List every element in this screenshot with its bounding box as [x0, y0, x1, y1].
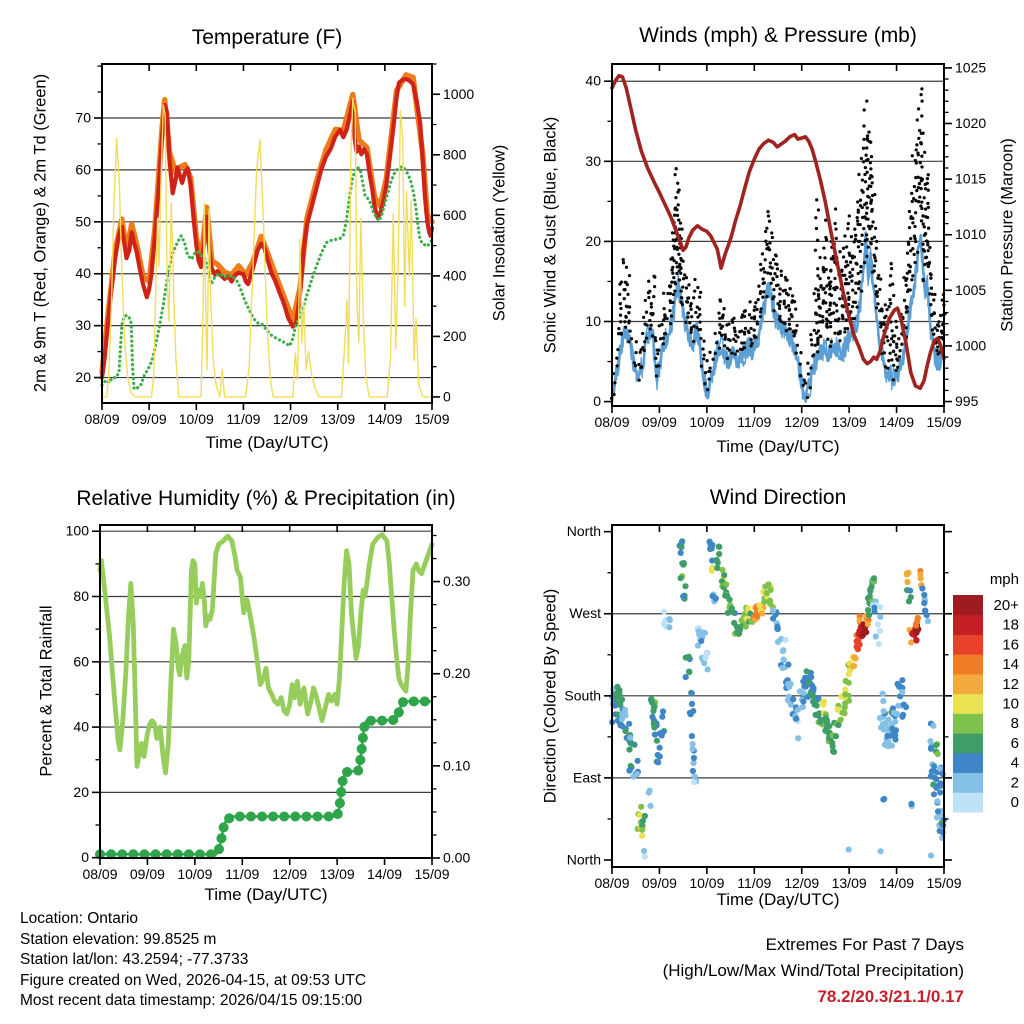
svg-text:800: 800: [443, 146, 467, 163]
svg-text:14/09: 14/09: [367, 411, 403, 427]
svg-text:50: 50: [75, 213, 91, 230]
svg-text:14/09: 14/09: [879, 414, 915, 430]
svg-text:6: 6: [1010, 734, 1019, 752]
svg-text:16: 16: [1002, 636, 1019, 654]
svg-text:11/09: 11/09: [737, 414, 772, 430]
station-elevation: Station elevation: 99.8525 m: [20, 930, 217, 948]
svg-text:South: South: [564, 687, 601, 704]
station-location: Location: Ontario: [20, 910, 139, 927]
svg-text:10/09: 10/09: [689, 875, 725, 891]
svg-text:0: 0: [443, 388, 451, 405]
svg-text:0.20: 0.20: [443, 665, 471, 682]
svg-text:14/09: 14/09: [367, 866, 403, 882]
svg-text:13/09: 13/09: [320, 411, 356, 427]
svg-text:995: 995: [955, 393, 979, 410]
svg-text:09/09: 09/09: [641, 414, 677, 430]
svg-text:20: 20: [585, 232, 601, 249]
chart-title-winds-pressure: Winds (mph) & Pressure (mb): [639, 24, 917, 47]
y-axis-label-direction-left: Direction (Colored By Speed): [541, 588, 560, 804]
svg-text:1005: 1005: [955, 281, 987, 298]
svg-text:100: 100: [65, 522, 89, 539]
svg-text:15/09: 15/09: [414, 866, 450, 882]
svg-text:0.30: 0.30: [443, 573, 471, 590]
svg-text:0.00: 0.00: [443, 849, 471, 866]
svg-text:0: 0: [593, 393, 601, 410]
extremes-block: [663, 932, 964, 1010]
svg-text:2: 2: [1010, 774, 1019, 792]
svg-text:10/09: 10/09: [177, 866, 213, 882]
y-axis-label-pressure-right: Station Pressure (Maroon): [998, 138, 1017, 332]
svg-text:15/09: 15/09: [926, 875, 962, 891]
svg-text:0.10: 0.10: [443, 757, 471, 774]
svg-text:13/09: 13/09: [831, 875, 867, 891]
svg-text:1010: 1010: [955, 226, 987, 243]
svg-text:400: 400: [443, 267, 467, 284]
svg-text:18: 18: [1002, 616, 1019, 634]
y-axis-label-wind-left: Sonic Wind & Gust (Blue, Black): [541, 116, 560, 354]
chart-title-wind-direction: Wind Direction: [709, 486, 847, 509]
svg-text:15/09: 15/09: [926, 414, 962, 430]
svg-text:11/09: 11/09: [737, 875, 772, 891]
svg-text:13/09: 13/09: [319, 866, 355, 882]
svg-text:10: 10: [585, 313, 601, 330]
svg-text:600: 600: [443, 206, 467, 223]
figure-created-time: Figure created on Wed, 2026-04-15, at 09:53 UTC: [20, 971, 367, 989]
x-axis-label-winds-pressure: Time (Day/UTC): [716, 437, 840, 456]
recent-data-timestamp: Most recent data timestamp: 2026/04/15 09:15:00: [20, 992, 363, 1010]
svg-text:12/09: 12/09: [784, 414, 820, 430]
svg-text:60: 60: [73, 653, 89, 670]
svg-text:4: 4: [1010, 754, 1019, 772]
svg-text:08/09: 08/09: [84, 411, 120, 427]
x-axis-label-temperature: Time (Day/UTC): [205, 433, 329, 452]
x-axis-label-humidity: Time (Day/UTC): [204, 885, 328, 904]
svg-text:14/09: 14/09: [879, 875, 915, 891]
svg-text:1000: 1000: [955, 337, 987, 354]
svg-text:10: 10: [1002, 695, 1019, 713]
svg-text:08/09: 08/09: [82, 866, 118, 882]
svg-text:09/09: 09/09: [641, 875, 677, 891]
svg-text:0: 0: [81, 849, 89, 866]
svg-text:mph: mph: [989, 571, 1019, 588]
svg-text:60: 60: [75, 161, 91, 178]
svg-text:1025: 1025: [955, 59, 987, 76]
svg-text:1000: 1000: [443, 85, 475, 102]
svg-text:09/09: 09/09: [129, 866, 165, 882]
svg-text:11/09: 11/09: [226, 411, 261, 427]
svg-text:20+: 20+: [993, 596, 1019, 614]
svg-text:0: 0: [1010, 794, 1019, 812]
svg-text:40: 40: [75, 265, 91, 282]
svg-text:11/09: 11/09: [225, 866, 260, 882]
svg-text:80: 80: [73, 587, 89, 604]
svg-text:East: East: [572, 769, 601, 786]
y-axis-label-humidity-left: Percent & Total Rainfall: [37, 605, 56, 777]
x-axis-label-wind-direction: Time (Day/UTC): [716, 890, 840, 909]
svg-text:40: 40: [585, 72, 601, 89]
svg-text:70: 70: [75, 109, 91, 126]
y-axis-label-temperature-left: 2m & 9m T (Red, Orange) & 2m Td (Green): [31, 73, 50, 393]
svg-text:200: 200: [443, 327, 467, 344]
svg-text:1020: 1020: [955, 115, 987, 132]
station-info: [20, 909, 366, 1012]
extremes-values: 78.2/20.3/21.1/0.17: [817, 987, 964, 1006]
svg-text:12/09: 12/09: [784, 875, 820, 891]
svg-text:30: 30: [585, 152, 601, 169]
svg-text:20: 20: [75, 369, 91, 386]
svg-text:10/09: 10/09: [178, 411, 214, 427]
svg-text:West: West: [569, 605, 601, 622]
svg-text:14: 14: [1002, 656, 1019, 674]
svg-text:20: 20: [73, 783, 89, 800]
svg-text:North: North: [566, 523, 601, 540]
extremes-title: Extremes For Past 7 Days: [765, 935, 964, 954]
svg-text:North: North: [566, 851, 601, 868]
svg-text:12/09: 12/09: [272, 866, 308, 882]
svg-text:13/09: 13/09: [831, 414, 867, 430]
y-axis-label-solar-right: Solar Insolation (Yellow): [490, 144, 509, 322]
svg-text:09/09: 09/09: [131, 411, 167, 427]
chart-title-humidity-precip: Relative Humidity (%) & Precipitation (in): [76, 487, 456, 510]
chart-title-temperature: Temperature (F): [191, 26, 343, 49]
svg-text:10/09: 10/09: [689, 414, 725, 430]
svg-text:12/09: 12/09: [273, 411, 309, 427]
extremes-subtitle: (High/Low/Max Wind/Total Precipitation): [662, 961, 964, 980]
svg-text:1015: 1015: [955, 170, 987, 187]
svg-text:12: 12: [1002, 675, 1019, 693]
svg-text:8: 8: [1010, 715, 1019, 733]
svg-text:30: 30: [75, 317, 91, 334]
svg-text:40: 40: [73, 718, 89, 735]
svg-text:08/09: 08/09: [594, 414, 630, 430]
svg-text:15/09: 15/09: [414, 411, 450, 427]
svg-text:08/09: 08/09: [594, 875, 630, 891]
station-latlon: Station lat/lon: 43.2594; -77.3733: [20, 951, 249, 969]
